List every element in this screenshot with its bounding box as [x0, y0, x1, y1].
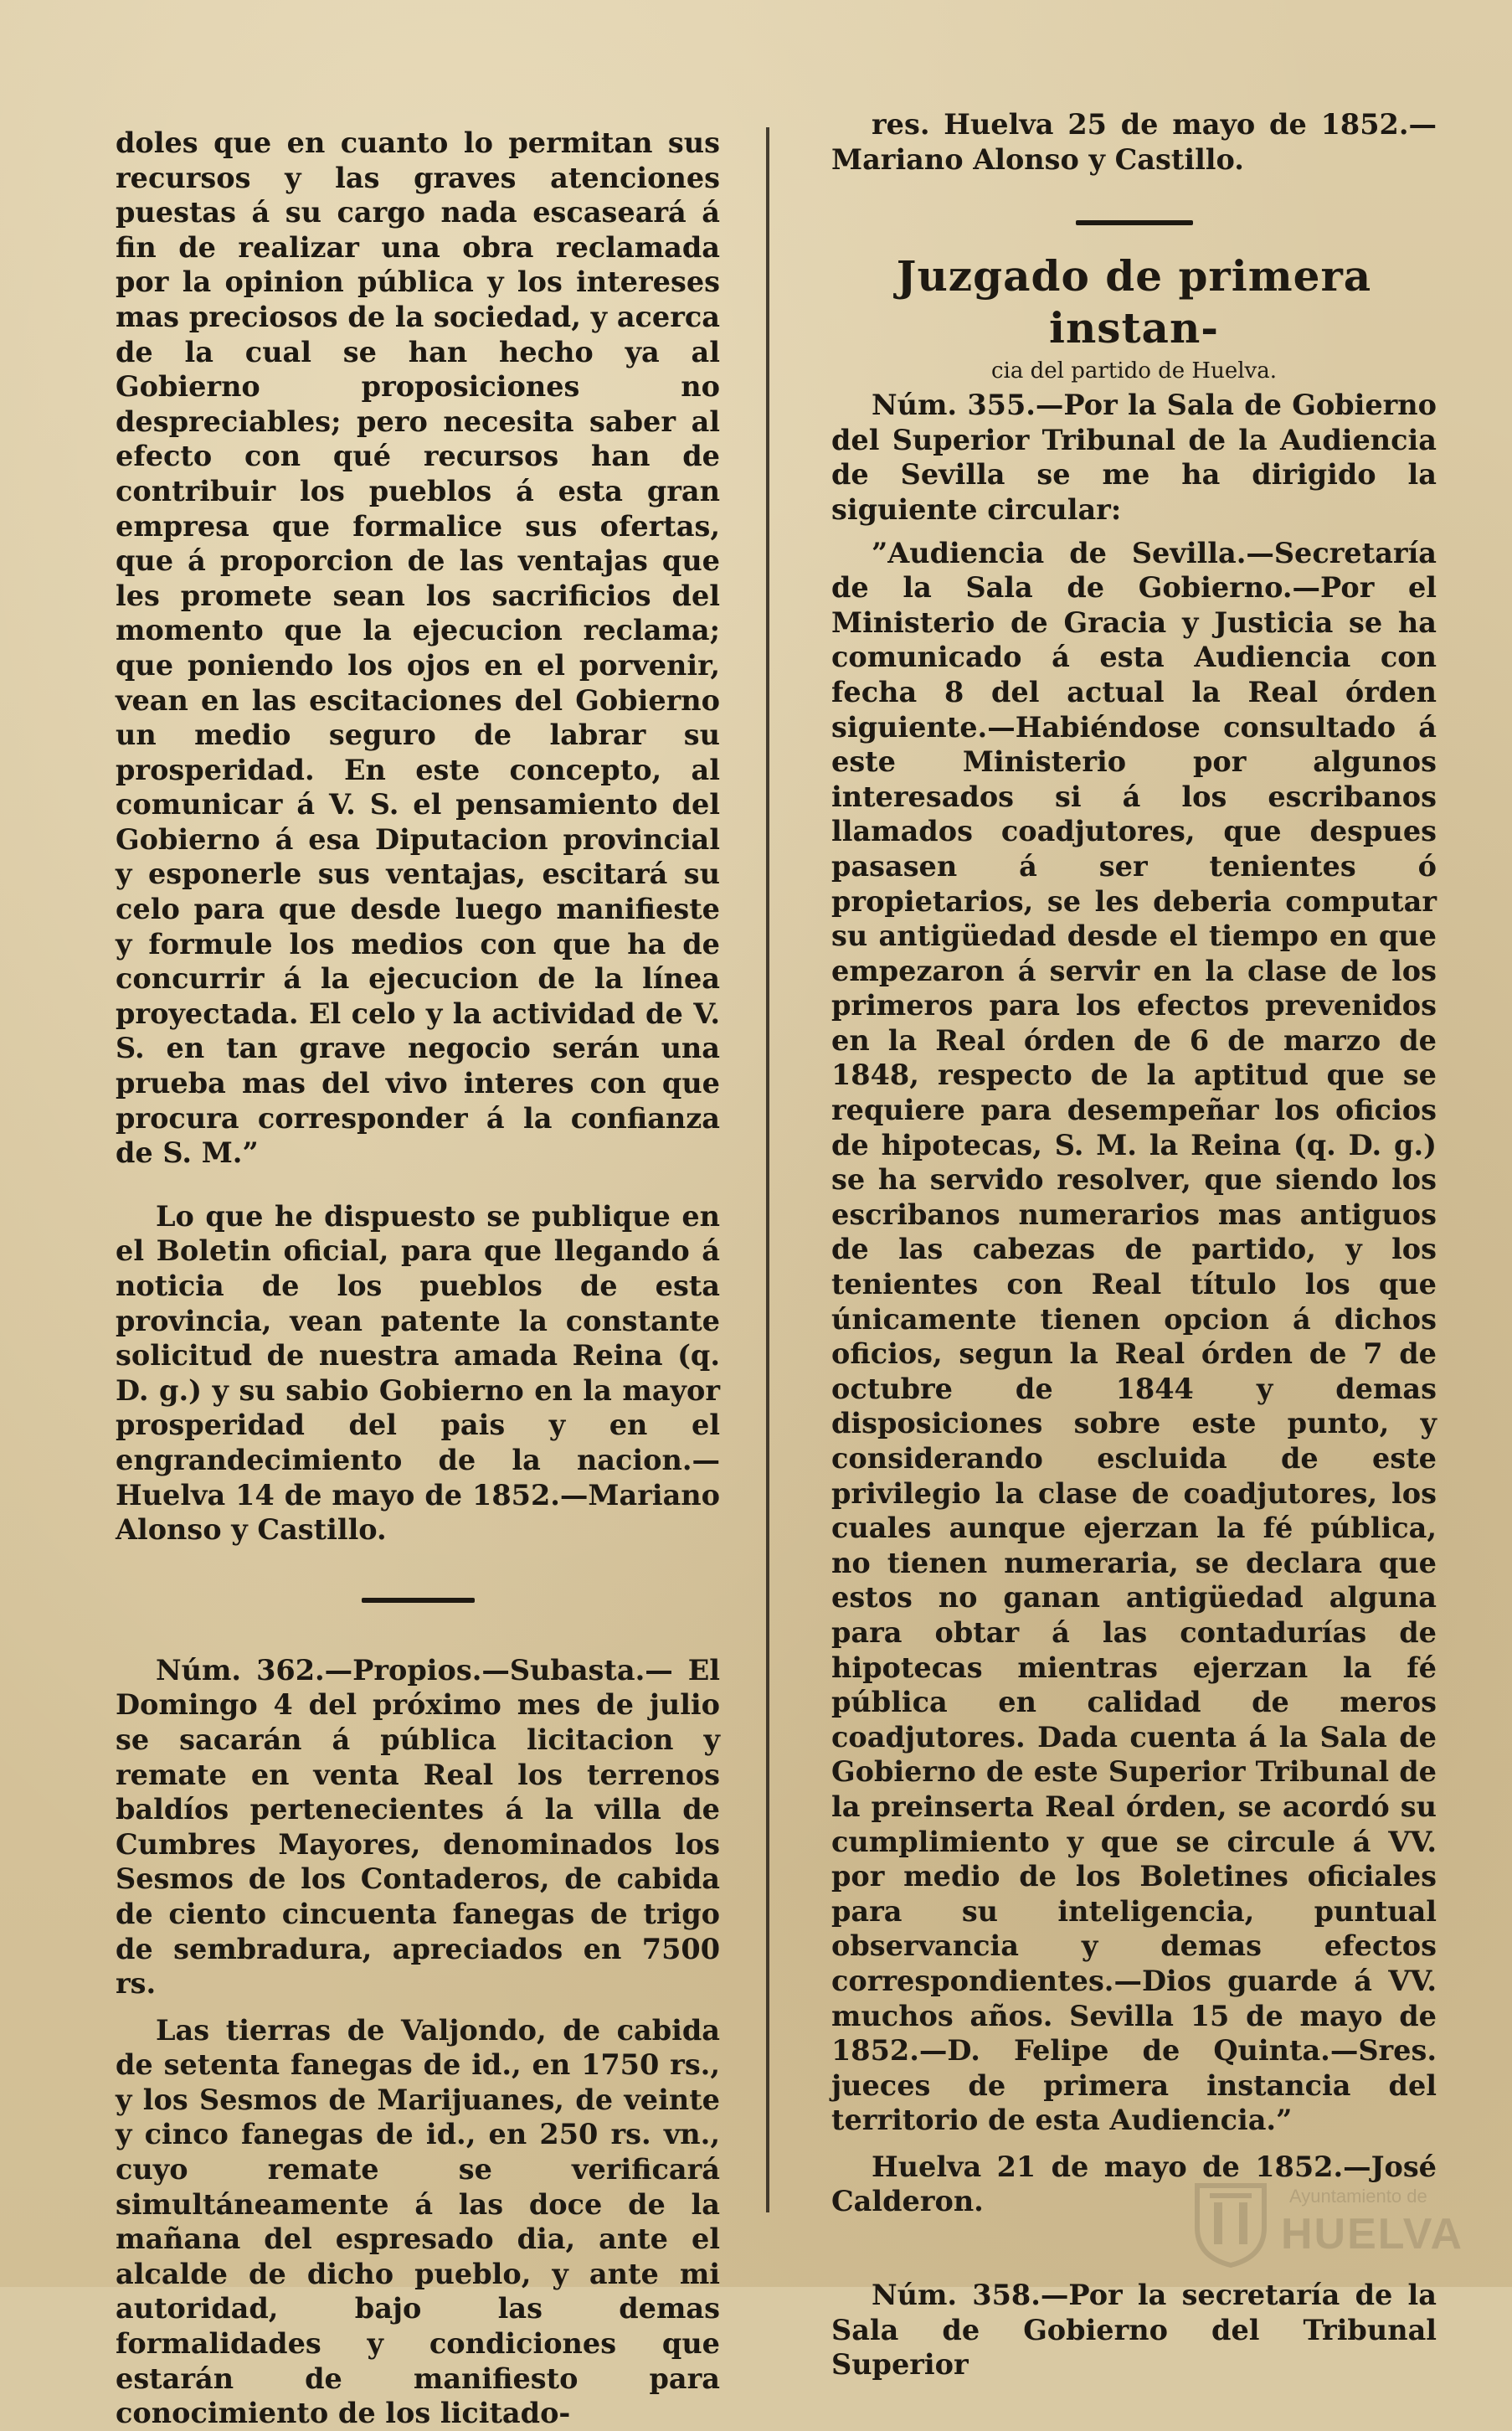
watermark-subtitle: Ayuntamiento de: [1289, 2186, 1427, 2207]
right-paragraph-2: Núm. 355.—Por la Sala de Gobierno del Superior Tribunal de la Audiencia de Sevilla se me ha dirigido la siguiente circular:: [831, 389, 1437, 526]
column-divider: [766, 127, 769, 2212]
left-paragraph-3: Núm. 362.—Propios.—Subasta.— El Domingo 4 del próximo mes de julio se sacarán á pública licitacion y remate en venta Real los terrenos baldíos pertenecientes á la villa de Cumbres Mayores, denominados los Sesmos de los Contaderos, de cabida de ciento cincuenta fanegas de trigo de sembradura, apreciados en 7500 rs.: [116, 1653, 720, 2001]
coat-of-arms-icon: [1189, 2177, 1273, 2268]
watermark: [1189, 2177, 1490, 2269]
right-column: [831, 107, 1437, 2382]
right-paragraph-4: Huelva 21 de mayo de 1852.—José Calderon.: [831, 2150, 1437, 2218]
right-paragraph-1: res. Huelva 25 de mayo de 1852.—Mariano Alonso y Castillo.: [831, 108, 1437, 176]
right-paragraph-3: ”Audiencia de Sevilla.—Secretaría de la Sala de Gobierno.—Por el Ministerio de Gracia y Justicia se ha comunicado á esta Audiencia con fecha 8 del actual la Real órden siguiente.—Habiéndose consultado á este Ministerio por algunos interesados si á los escribanos llamados coadjutores, que despues pasasen á ser tenientes ó propietarios, se les deberia computar su antigüedad desde el tiempo en que empezaron á servir en la clase de los primeros para los efectos prevenidos en la Real órden de 6 de marzo de 1848, respecto de la aptitud que se requiere para desempeñar los oficios de hipotecas, S. M. la Reina (q. D. g.) se ha servido resolver, que siendo los escribanos numerarios mas antiguos de las cabezas de partido, y los tenientes con Real título los que únicamente tienen opcion á dichos oficios, segun la Real órden de 7 de octubre de 1844 y demas disposiciones sobre este punto, y considerando escluida de este privilegio la clase de coadjutores, los cuales aunque ejerzan la fé pública, no tienen numeraria, se declara que estos no ganan antigüedad alguna para obtar á las contadurías de hipotecas mientras ejerzan la fé pública en calidad de meros coadjutores. Dada cuenta á la Sala de Gobierno de este Superior Tribunal de la preinserta Real órden, se acordó su cumplimiento y que se circule á VV. por medio de los Boletines oficiales para su inteligencia, puntual observancia y demas efectos correspondientes.—Dios guarde á VV. muchos años. Sevilla 15 de mayo de 1852.—D. Felipe de Quinta.—Sres. jueces de primera instancia del territorio de esta Audiencia.”: [831, 536, 1437, 2137]
section-subtitle: cia del partido de Huelva.: [990, 358, 1278, 384]
left-paragraph-2: Lo que he dispuesto se publique en el Boletin oficial, para que llegando á noticia de los pueblos de esta provincia, vean patente la constante solicitud de nuestra amada Reina (q. D. g.) y su sabio Gobierno en la mayor prosperidad del pais y en el engrandecimiento de la nacion.— Huelva 14 de mayo de 1852.—Mariano Alonso y Castillo.: [116, 1199, 720, 1547]
left-column: [116, 126, 720, 2431]
left-paragraph-4: Las tierras de Valjondo, de cabida de setenta fanegas de id., en 1750 rs., y los Sesmos de Marijuanes, de veinte y cinco fanegas de id., en 250 rs. vn., cuyo remate se verificará simultáneamente á las doce de la mañana del espresado dia, ante el alcalde de dicho pueblo, y ante mi autoridad, bajo las demas formalidades y condiciones que estarán de manifiesto para conocimiento de los licitado-: [116, 2013, 720, 2430]
left-paragraph-1: doles que en cuanto lo permitan sus recursos y las graves atenciones puestas á su cargo nada escaseará á fin de realizar una obra reclamada por la opinion pública y los intereses mas preciosos de la sociedad, y acerca de la cual se han hecho ya al Gobierno proposiciones no despreciables; pero necesita saber al efecto con qué recursos han de contribuir los pueblos á esta gran empresa que formalice sus ofertas, que á proporcion de las ventajas que les promete sean los sacrificios del momento que la ejecucion reclama; que poniendo los ojos en el porvenir, vean en las escitaciones del Gobierno un medio seguro de labrar su prosperidad. En este concepto, al comunicar á V. S. el pensamiento del Gobierno á esa Diputacion provincial y esponerle sus ventajas, escitará su celo para que desde luego manifieste y formule los medios con que ha de concurrir á la ejecucion de la línea proyectada. El celo y la actividad de V. S. en tan grave negocio serán una prueba mas del vivo interes con que procura corresponder á la confianza de S. M.”: [116, 126, 720, 1170]
watermark-title: HUELVA: [1281, 2210, 1464, 2258]
right-paragraph-5: Núm. 358.—Por la secretaría de la Sala de Gobierno del Tribunal Superior: [831, 2279, 1437, 2382]
section-title: Juzgado de primera instan-: [896, 251, 1372, 353]
